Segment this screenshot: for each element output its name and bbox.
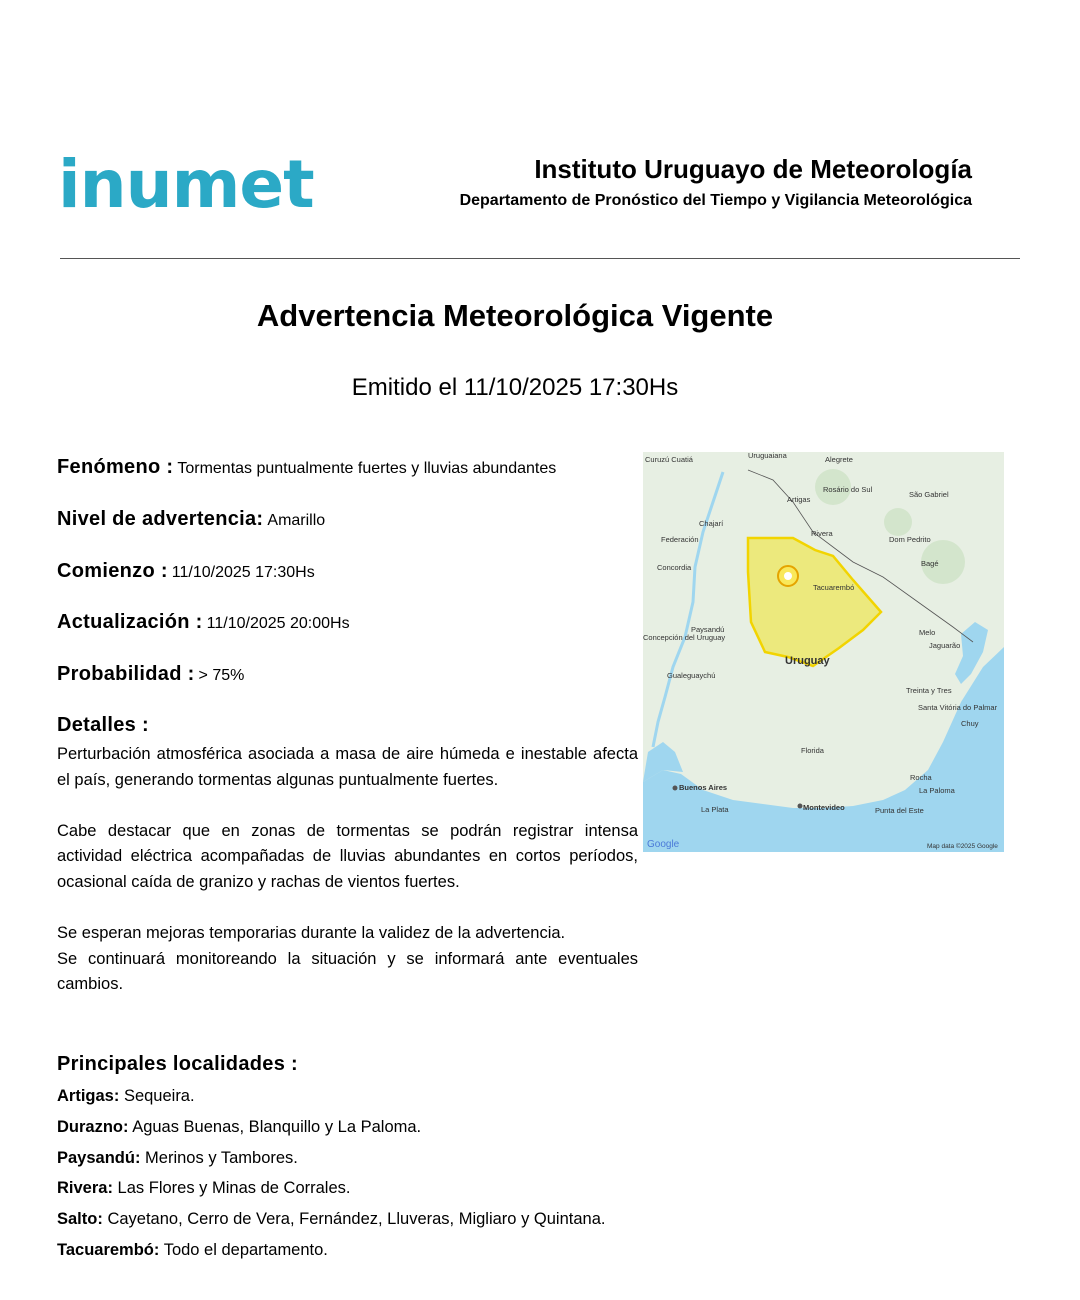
map-label: Rivera [811,529,833,538]
map-label: La Paloma [919,786,955,795]
map-label: Artigas [787,495,811,504]
map-label: Bagé [921,559,939,568]
details-heading: Detalles : [57,714,149,736]
city-dot [673,786,678,791]
document-title: Advertencia Meteorológica Vigente [256,298,774,333]
map-label: Treinta y Tres [906,686,952,695]
map-label: Jaguarão [929,641,961,650]
locality-places: Cayetano, Cerro de Vera, Fernández, Lluveras, Migliaro y Quintana. [107,1210,606,1229]
details-paragraph: Se esperan mejoras temporarias durante la validez de la advertencia. [57,924,566,943]
map-label: Uruguay [785,655,830,667]
field-label: Actualización : [57,611,203,633]
map-label: Tacuarembó [813,583,855,592]
map-terrain [884,508,912,536]
list-item [57,1146,757,1177]
field-label: Comienzo : [57,560,168,582]
locality-places: Las Flores y Minas de Corrales. [117,1179,351,1198]
map-label: São Gabriel [909,490,949,499]
field-value: 11/10/2025 20:00Hs [206,615,350,632]
map-label: Uruguaiana [748,452,787,460]
field-value: Tormentas puntualmente fuertes y lluvias abundantes [177,460,557,477]
field-phenomenon [57,456,556,479]
map-label: Dom Pedrito [889,535,931,544]
localities-list [57,1084,757,1269]
map-label: Florida [801,746,824,755]
field-label: Probabilidad : [57,663,195,685]
field-update [57,611,350,634]
field-probability [57,663,244,686]
map-label: Punta del Este [875,806,924,815]
locality-department: Paysandú: [57,1148,141,1167]
locality-places: Todo el departamento. [163,1240,328,1259]
map-label: Concordia [657,563,692,572]
locality-department: Tacuarembó: [57,1240,160,1259]
map-label: Federación [661,535,699,544]
city-dot [798,804,803,809]
institute-name: Instituto Uruguayo de Meteorología [534,154,972,184]
field-label: Fenómeno : [57,456,174,478]
map-label: Alegrete [825,455,853,464]
details-text [57,742,638,998]
list-item [57,1115,757,1146]
map-label: Chuy [961,719,979,728]
map-label: La Plata [701,805,729,814]
map-label: Montevideo [803,803,845,812]
map-attribution: Map data ©2025 Google [927,843,998,850]
map-label: Gualeguaychú [667,671,716,680]
list-item [57,1207,757,1238]
locality-places: Sequeira. [123,1087,195,1105]
map-label: Curuzú Cuatiá [645,455,693,464]
field-label: Nivel de advertencia: [57,508,264,530]
locality-department: Artigas: [57,1087,120,1105]
localities-heading: Principales localidades : [57,1053,298,1075]
map-label: Chajarí [699,519,724,528]
map-label: Melo [919,628,936,637]
locality-department: Durazno: [57,1117,129,1136]
details-paragraph: Cabe destacar que en zonas de tormentas se podrán registrar intensa actividad eléctrica acompañadas de lluvias abundantes en cortos períodos, ocasional caída de granizo y rachas de vientos fuertes. [57,821,638,891]
field-value: Amarillo [267,512,326,529]
locality-department: Salto: [57,1210,103,1229]
locality-places: Merinos y Tambores. [145,1148,298,1167]
list-item [57,1176,757,1207]
issued-date: Emitido el 11/10/2025 17:30Hs [351,374,679,401]
list-item [57,1238,757,1269]
field-value: 11/10/2025 17:30Hs [171,564,315,581]
locality-department: Rivera: [57,1179,113,1198]
details-paragraph: Perturbación atmosférica asociada a masa de aire húmeda e inestable afecta el país, generando tormentas algunas puntualmente fuertes. [57,745,638,789]
field-start [57,560,315,583]
google-logo: Google [647,839,680,850]
inumet-logo: inumet [58,146,314,223]
field-warning-level [57,508,325,531]
map-label: Buenos Aires [679,783,728,792]
department-name: Departamento de Pronóstico del Tiempo y Vigilancia Meteorológica [459,192,972,209]
details-paragraph: Se continuará monitoreando la situación y se informará ante eventuales cambios. [57,949,638,994]
map-label: Santa Vitória do Palmar [918,703,998,712]
locality-places: Aguas Buenas, Blanquillo y La Paloma. [132,1117,422,1136]
storm-icon-center [784,572,792,580]
warning-map [643,452,1004,852]
warning-map-svg [643,452,1004,852]
map-label: Paysandú [691,625,725,634]
field-value: > 75% [198,667,245,684]
map-label: Rocha [910,773,932,782]
map-label: Concepción del Uruguay [643,633,726,642]
map-label: Rosário do Sul [823,485,873,494]
header-divider [60,258,1020,259]
list-item [57,1084,757,1115]
